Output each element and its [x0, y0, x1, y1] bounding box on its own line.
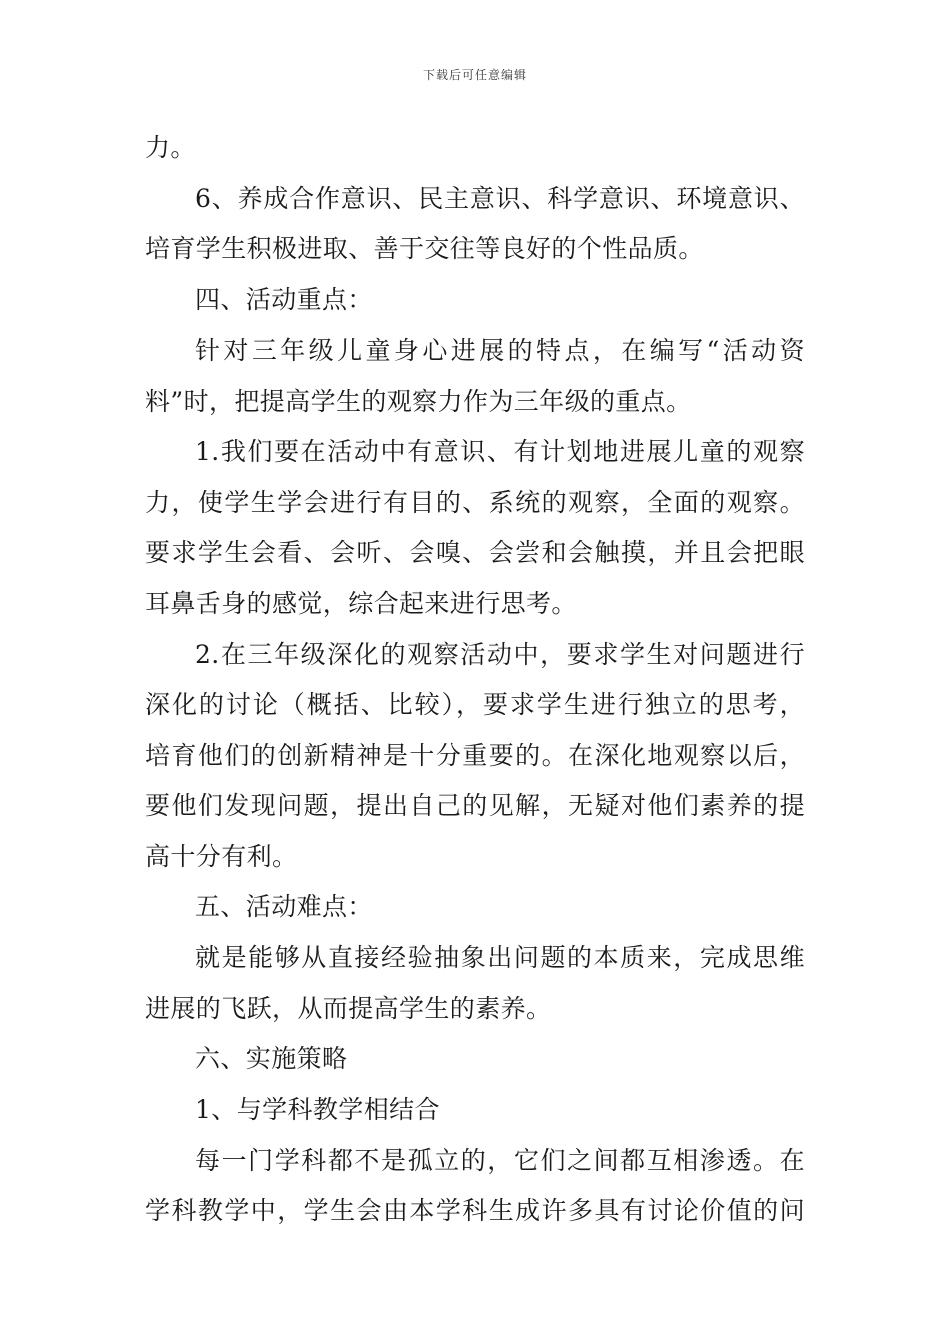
text-line: 力，使学生学会进行有目的、系统的观察，全面的观察。: [145, 488, 805, 517]
page-header: 下载后可任意编辑: [422, 68, 527, 82]
text-line: 1.我们要在活动中有意识、有计划地进展儿童的观察: [195, 437, 805, 466]
text-line: 要求学生会看、会听、会嗅、会尝和会触摸，并且会把眼: [145, 538, 805, 567]
text-line: 针对三年级儿童身心进展的特点，在编写“活动资: [195, 336, 805, 365]
text-line: 要他们发现问题，提出自己的见解，无疑对他们素养的提: [145, 791, 805, 820]
text-line: 力。: [145, 133, 196, 162]
text-line: 学科教学中，学生会由本学科生成许多具有讨论价值的问: [145, 1196, 805, 1225]
subsection-heading: 1、与学科教学相结合: [195, 1095, 440, 1124]
text-line: 高十分有利。: [145, 842, 298, 871]
text-line: 耳鼻舌身的感觉，综合起来进行思考。: [145, 589, 577, 618]
text-line: 每一门学科都不是孤立的，它们之间都互相渗透。在: [195, 1146, 805, 1175]
text-line: 料”时，把提高学生的观察力作为三年级的重点。: [145, 387, 692, 416]
section-heading: 五、活动难点：: [195, 892, 373, 921]
text-line: 6、养成合作意识、民主意识、科学意识、环境意识、: [195, 184, 805, 213]
text-line: 就是能够从直接经验抽象出问题的本质来，完成思维: [195, 943, 805, 972]
text-line: 培育学生积极进取、善于交往等良好的个性品质。: [145, 234, 704, 263]
text-line: 培育他们的创新精神是十分重要的。在深化地观察以后，: [145, 741, 805, 770]
text-line: 进展的飞跃，从而提高学生的素养。: [145, 994, 552, 1023]
text-line: 深化的讨论（概括、比较），要求学生进行独立的思考，: [145, 690, 805, 719]
text-line: 2.在三年级深化的观察活动中，要求学生对问题进行: [195, 640, 805, 669]
section-heading: 六、实施策略: [195, 1044, 348, 1073]
section-heading: 四、活动重点：: [195, 285, 373, 314]
